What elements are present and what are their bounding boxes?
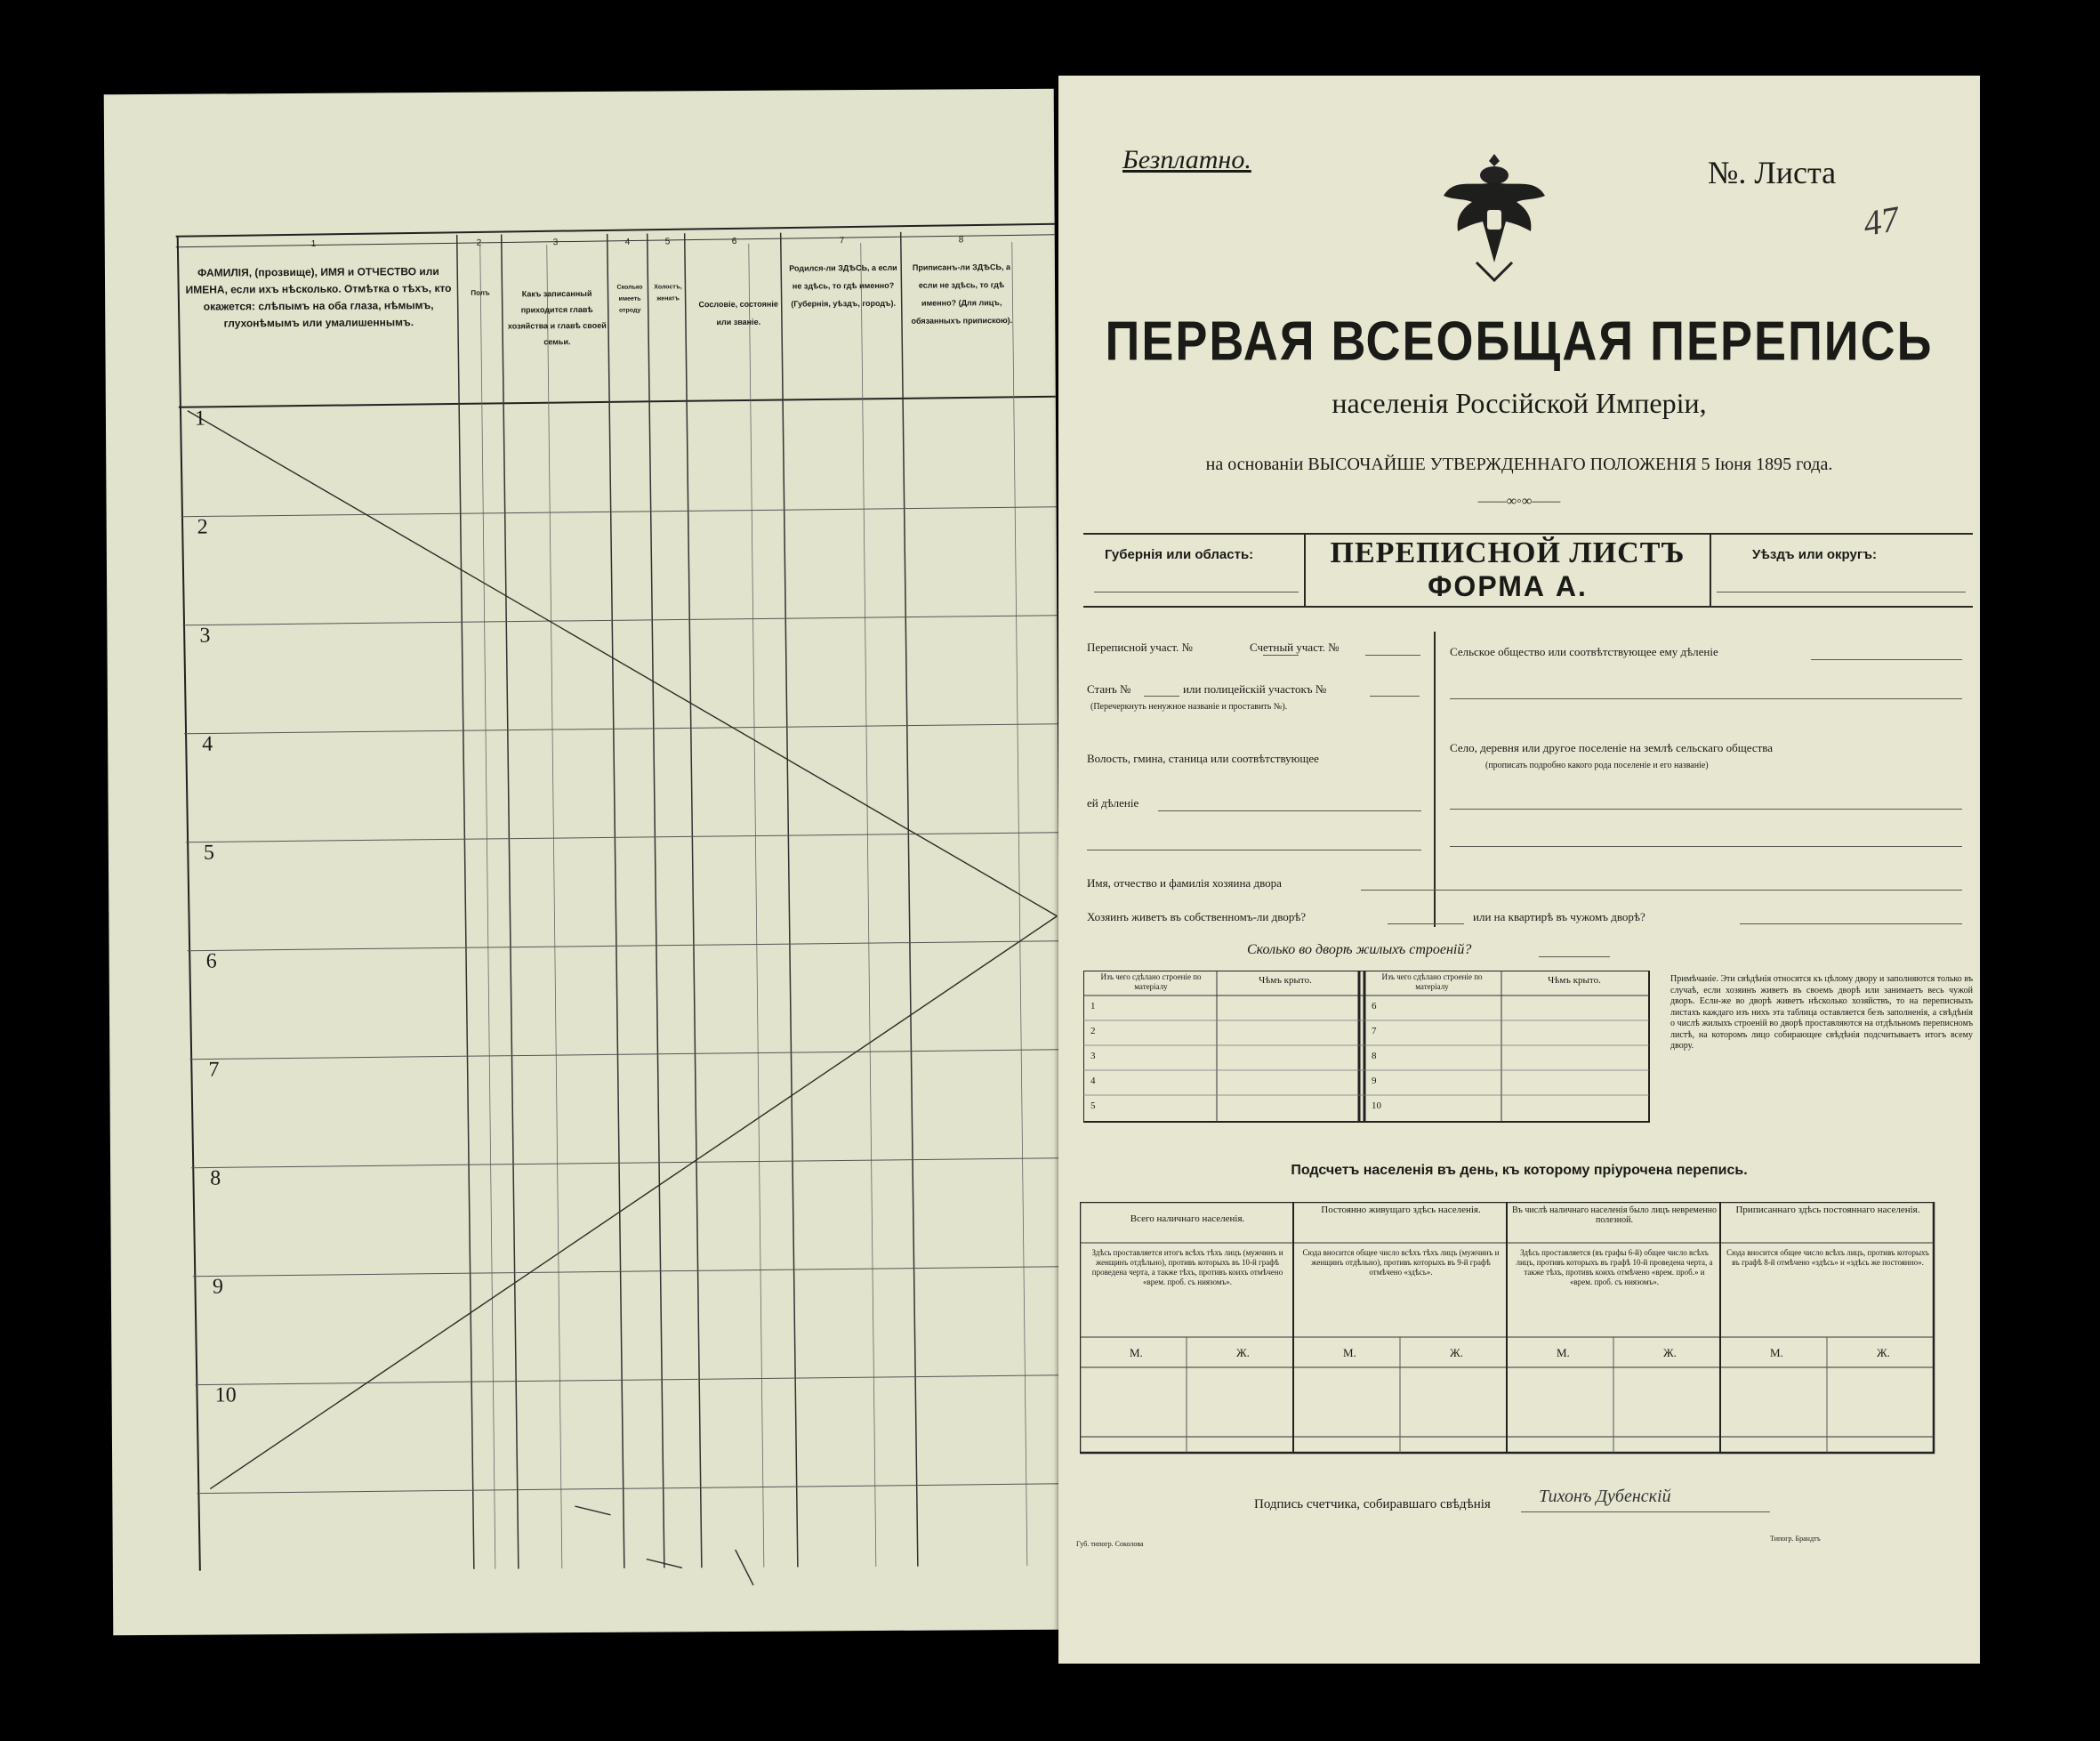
building-row-number: 8 — [1372, 1051, 1377, 1061]
imperial-eagle-icon — [1436, 147, 1552, 289]
row-number: 2 — [197, 515, 208, 539]
summary-m: М. — [1343, 1346, 1356, 1359]
basis-text: на основаніи ВЫСОЧАЙШЕ УТВЕРЖДЕННАГО ПОЛОЖЕНІЯ 5 Іюня 1895 года. — [1205, 455, 1833, 474]
summary-text-3: Здѣсь проставляется (въ графы 6-й) общее число всѣхъ лицъ, противъ которыхъ въ графѣ 10-й проведена черта, а также тѣхъ, противъ коихъ отмѣчено «врем. проб.» и «врем. проб. съ ниязомъ». — [1516, 1248, 1713, 1286]
row-number: 6 — [205, 949, 217, 973]
summary-text-2: Сюда вносится общее число всѣхъ тѣхъ лицъ (мужчинъ и женщинъ отдѣльно), противъ которыхъ въ 9-й графѣ отмѣчено «здѣсь». — [1302, 1248, 1500, 1277]
row-number: 5 — [203, 841, 215, 865]
field-owner-rent: или на квартирѣ въ чужомъ дворѣ? — [1473, 910, 1645, 923]
col-number: 5 — [664, 237, 671, 247]
summary-head-1: Всего наличнаго населенія. — [1130, 1213, 1245, 1224]
summary-f: Ж. — [1663, 1346, 1677, 1359]
form-title: ПЕРЕПИСНОЙ ЛИСТЪ — [1330, 536, 1686, 569]
building-row-number: 4 — [1090, 1076, 1096, 1086]
page-subtitle: населенія Россійской Имперіи, — [1332, 387, 1707, 419]
summary-head-2: Постоянно живущаго здѣсь населенія. — [1321, 1205, 1481, 1215]
summary-text-1: Здѣсь проставляется итогъ всѣхъ тѣхъ лицъ (мужчинъ и женщинъ отдѣльно), противъ которыхъ въ 10-й графѣ проведена черта, а также тѣхъ, противъ коихъ отмѣчено «врем. проб. съ ниязомъ». — [1091, 1248, 1283, 1286]
field-police: или полицейскій участокъ № — [1183, 682, 1327, 696]
free-label: Безплатно. — [1122, 145, 1251, 174]
col-number: 6 — [731, 236, 737, 246]
ornament: ——∞◦∞—— — [1477, 494, 1561, 509]
row-number: 4 — [202, 732, 213, 756]
col-header-relation: Какъ записанный приходится главѣ хозяйства и главѣ своей семьи. — [507, 288, 607, 347]
signature-label: Подпись счетчика, собиравшаго свѣдѣнія — [1254, 1497, 1491, 1511]
col-header-registered: Приписанъ-ли ЗДѢСЬ, а если не здѣсь, то гдѣ именно? (Для лицъ, обязанныхъ припискою). — [911, 262, 1013, 326]
field-census-district: Переписной участ. № — [1087, 641, 1193, 654]
building-header-material: Изъ чего сдѣлано строеніе по матеріалу — [1100, 972, 1202, 991]
summary-m: М. — [1770, 1346, 1783, 1359]
row-number: 10 — [214, 1383, 237, 1407]
box-governorate-label: Губернія или область: — [1105, 547, 1254, 562]
summary-f: Ж. — [1236, 1346, 1250, 1359]
summary-title: Подсчетъ населенія въ день, къ которому пріурочена перепись. — [1291, 1163, 1748, 1178]
field-volost-cont: ей дѣленіе — [1087, 796, 1139, 810]
row-number: 9 — [212, 1275, 223, 1299]
col-number: 4 — [624, 237, 631, 247]
building-header-roof: Чѣмъ крыто. — [1259, 975, 1312, 986]
summary-f: Ж. — [1877, 1346, 1890, 1359]
col-header-birthplace: Родился-ли ЗДѢСЬ, а если не здѣсь, то гдѣ именно? (Губернія, уѣздъ, городъ). — [789, 262, 897, 309]
col-number: 3 — [552, 238, 559, 248]
row-number: 3 — [199, 624, 211, 648]
summary-head-3: Въ числѣ наличнаго населенія было лицъ невременно полезной. — [1512, 1205, 1717, 1225]
building-row-number: 5 — [1090, 1100, 1096, 1111]
summary-head-4: Приписаннаго здѣсь постояннаго населенія. — [1735, 1205, 1920, 1215]
col-number: 1 — [310, 238, 317, 249]
field-counting-district: Счетный участ. № — [1250, 641, 1340, 654]
building-row-number: 6 — [1372, 1001, 1377, 1012]
building-row-number: 9 — [1372, 1076, 1377, 1086]
summary-m: М. — [1130, 1346, 1143, 1359]
field-society: Сельское общество или соотвѣтствующее ему дѣленіе — [1450, 645, 1718, 658]
building-row-number: 3 — [1090, 1051, 1096, 1061]
building-row-number: 2 — [1090, 1026, 1096, 1036]
col-header-sex: Полъ — [471, 288, 490, 297]
col-number: 7 — [839, 236, 845, 246]
building-header-roof-2: Чѣмъ крыто. — [1548, 975, 1601, 986]
sheet-number-label: №. Листа — [1708, 155, 1837, 190]
col-header-age: Сколько имееть отроду — [616, 284, 643, 314]
summary-text-4: Сюда вносится общее число всѣхъ лицъ, противъ которыхъ въ графѣ 8-й отмѣчено «здѣсь» и «здѣсь же постоянно». — [1726, 1248, 1929, 1267]
building-header-material-2: Изъ чего сдѣлано строеніе по матеріалу — [1381, 972, 1483, 991]
field-village-note: (прописать подробно какого рода поселеніе и его названіе) — [1485, 761, 1709, 770]
field-owner-name: Имя, отчество и фамилія хозяина двора — [1087, 876, 1282, 890]
building-row-number: 10 — [1372, 1100, 1381, 1111]
col-header-married: Холостъ, женатъ — [654, 284, 682, 302]
col-number: 2 — [476, 238, 482, 248]
right-page — [1058, 76, 1980, 1664]
printer-right: Типогр. Брандтъ — [1770, 1535, 1821, 1543]
field-volost: Волость, гмина, станица или соотвѣтствующее — [1087, 752, 1319, 765]
row-number: 1 — [194, 407, 206, 431]
field-stan: Станъ № — [1087, 682, 1131, 696]
field-owner-lives: Хозяинъ живетъ въ собственномъ-ли дворѣ? — [1087, 910, 1307, 923]
row-number: 8 — [210, 1166, 221, 1190]
field-police-note: (Перечеркнуть ненужное названіе и проставить №). — [1090, 702, 1288, 712]
col-header-estate: Сословіе, состояніе или званіе. — [698, 299, 778, 327]
sheet-number-handwritten: 47 — [1860, 197, 1903, 245]
summary-f: Ж. — [1450, 1346, 1463, 1359]
row-number: 7 — [208, 1058, 220, 1082]
box-district-label: Уѣздъ или округъ: — [1752, 547, 1878, 562]
building-row-number: 1 — [1090, 1001, 1096, 1012]
buildings-question: Сколько во дворѣ жилыхъ строеній? — [1247, 942, 1472, 957]
page-title: ПЕРВАЯ ВСЕОБЩАЯ ПЕРЕПИСЬ — [1105, 310, 1934, 373]
col-header-name: ФАМИЛІЯ, (прозвище), ИМЯ и ОТЧЕСТВО или ИМЕНА, если ихъ нѣсколько. Отмѣтка о тѣхъ, кто окажется: слѣпымъ на оба глаза, нѣмымъ, глухонѣмымъ или умалишеннымъ. — [185, 264, 452, 330]
form-subtitle: ФОРМА А. — [1428, 570, 1588, 602]
signature-handwritten: Тихонъ Дубенскій — [1539, 1487, 1671, 1506]
note-text: Примѣчаніе. Эти свѣдѣнія относятся къ цѣлому двору и заполняются только въ случаѣ, если хозяинъ живетъ въ своемъ дворѣ или занимаетъ весь чужой дворъ. Если-же во дворѣ живетъ нѣсколько хозяйствъ, то на переписныхъ листахъ каждаго изъ нихъ эта таблица оставляется безъ заполненія, а свѣдѣнія о числѣ жилыхъ строеній во дворѣ проставляются на отдѣльномъ переписномъ листѣ, на которомъ лицо собирающее свѣдѣнія подсчитываетъ итогъ всему двору. — [1670, 974, 1973, 1051]
printer-left: Губ. типогр. Соколова — [1076, 1540, 1144, 1548]
summary-m: М. — [1557, 1346, 1570, 1359]
col-number: 8 — [958, 235, 964, 246]
left-page — [104, 89, 1064, 1635]
building-row-number: 7 — [1372, 1026, 1377, 1036]
field-village: Село, деревня или другое поселеніе на землѣ сельскаго общества — [1450, 741, 1774, 754]
